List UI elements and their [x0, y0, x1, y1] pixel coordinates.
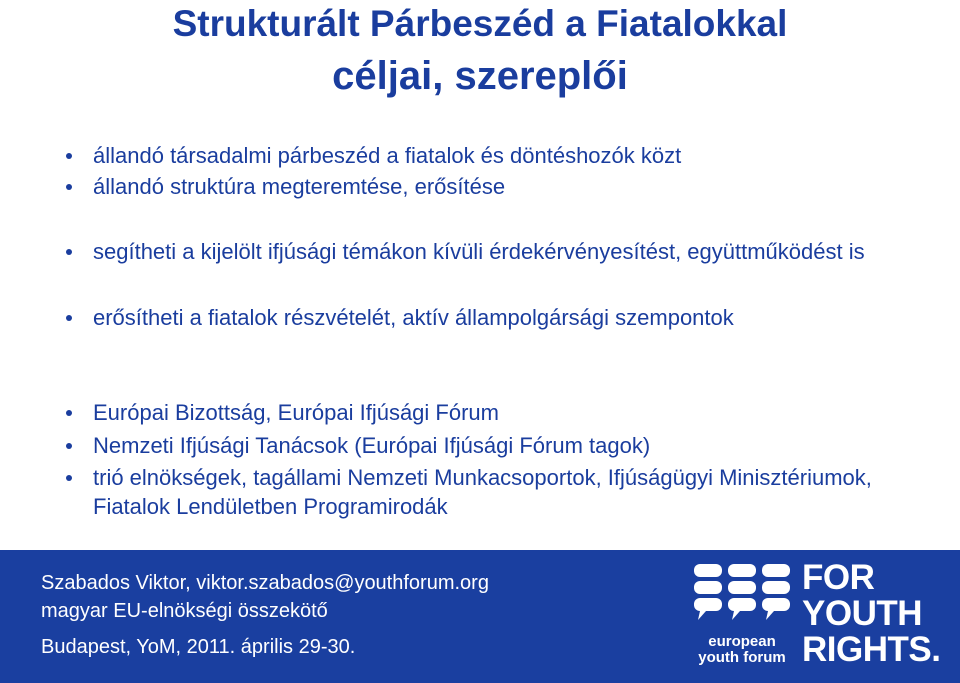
- footer-bar: [0, 550, 960, 683]
- footer-role: magyar EU-elnökségi összekötő: [41, 600, 328, 622]
- footer-event: Budapest, YoM, 2011. április 29-30.: [41, 636, 356, 658]
- logo-european: european: [708, 633, 776, 650]
- bullet-text: Nemzeti Ifjúsági Tanácsok (Európai Ifjúsági Fórum tagok): [93, 433, 651, 458]
- bullet-item: [66, 303, 936, 332]
- bullet-text: állandó struktúra megteremtése, erősítése: [93, 174, 506, 199]
- bullet-item: [66, 398, 936, 427]
- bullet-icon: [66, 475, 72, 481]
- logo-youth-forum: youth forum: [698, 649, 786, 666]
- bullet-icon: [66, 443, 72, 449]
- logo-word-rights: RIGHTS.: [802, 630, 941, 669]
- bullet-item: [66, 237, 936, 266]
- slide-title-line-1: Strukturált Párbeszéd a Fiatalokkal: [172, 3, 788, 44]
- bullet-icon: [66, 315, 72, 321]
- bullet-item: [66, 172, 936, 201]
- bullet-text: Európai Bizottság, Európai Ifjúsági Fórum: [93, 400, 499, 425]
- bullet-text: állandó társadalmi párbeszéd a fiatalok és döntéshozók közt: [93, 143, 682, 168]
- bullet-text: segítheti a kijelölt ifjúsági témákon kívüli érdekérvényesítést, együttműködést is: [93, 239, 865, 264]
- bullet-text: trió elnökségek, tagállami Nemzeti Munkacsoportok, Ifjúságügyi Minisztériumok, Fiatalok Lendületben Programirodák: [93, 465, 872, 519]
- bullet-item: [66, 463, 936, 521]
- bullet-item: [66, 431, 936, 460]
- speech-bubbles-icon: [692, 562, 792, 630]
- bullet-text: erősítheti a fiatalok részvételét, aktív állampolgársági szempontok: [93, 305, 734, 330]
- bullet-icon: [66, 153, 72, 159]
- logo-word-for: FOR: [802, 558, 875, 597]
- bullet-item: [66, 141, 936, 170]
- bullet-icon: [66, 184, 72, 190]
- slide-title-line-2: céljai, szereplői: [332, 54, 628, 98]
- logo-word-youth: YOUTH: [802, 594, 922, 633]
- footer-contact: Szabados Viktor, viktor.szabados@youthforum.org: [41, 572, 489, 594]
- youth-forum-logo: [692, 558, 941, 674]
- bullet-icon: [66, 410, 72, 416]
- bullet-icon: [66, 249, 72, 255]
